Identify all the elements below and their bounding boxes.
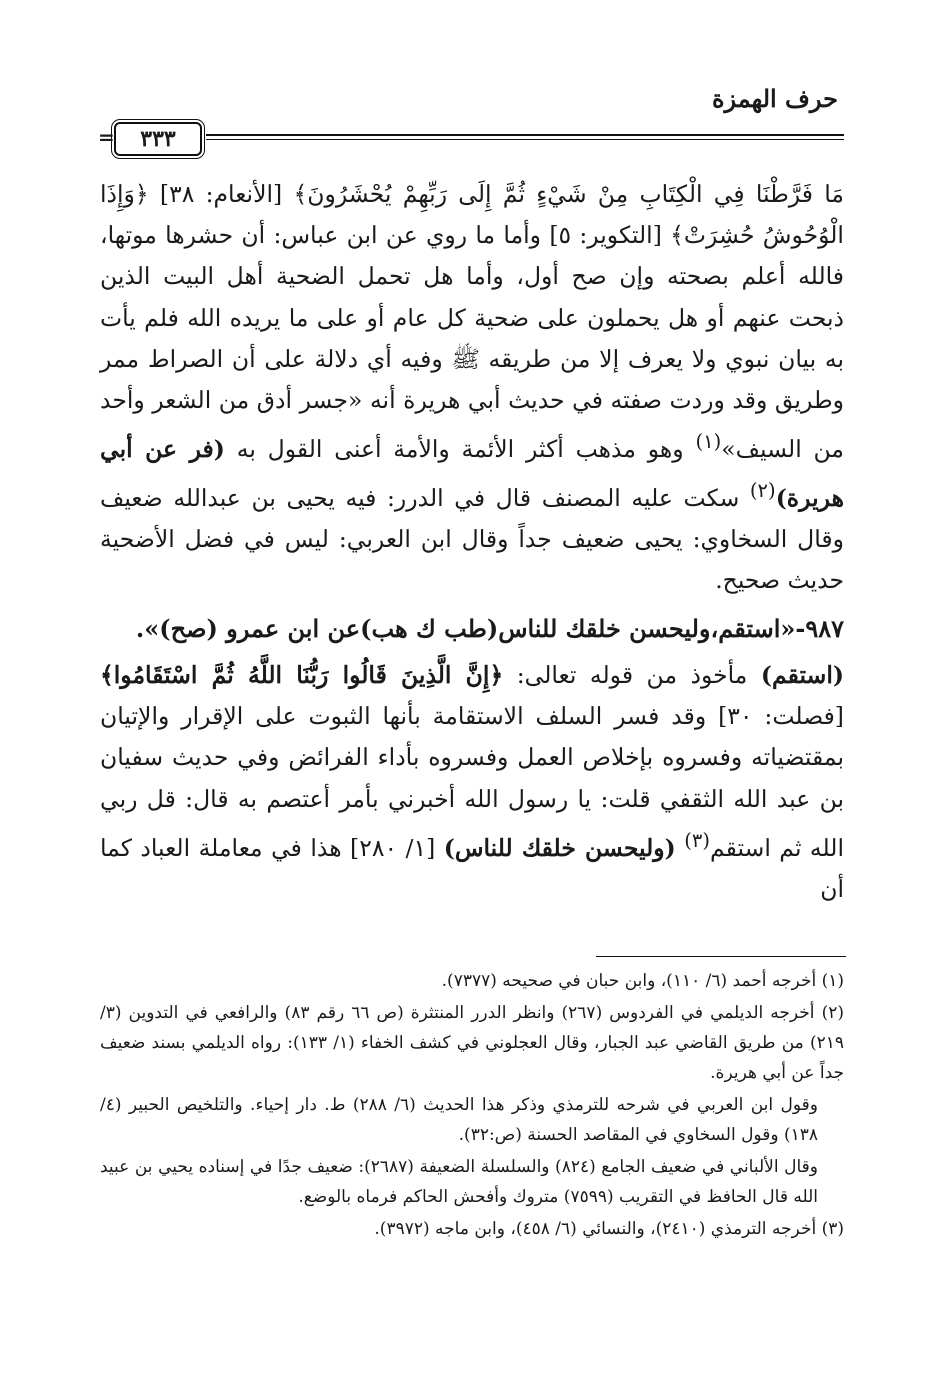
text-run: سكت عليه المصنف قال في الدرر: فيه يحيى بن عبدالله ضعيف وقال السخاوي: يحيى ضعيف جداً وقال ابن العربي: ليس في فضل الأضحية حديث صحيح. [100,484,844,595]
text-run: وأما ما روي عن ابن عباس: أن حشرها موتها، فالله أعلم بصحته وإن صح أول، وأما هل تحمل الضحية أهل البيت الذين ذبحت عنهم أو هل يحملون على ضحية كل عام أو على ما يريده الله فلم يأت به بيان نبوي ولا يعرف إلا من طريقه ﷺ وفيه أي دلالة على أن الصراط ممر وطريق وقد وردت صفته في حديث أبي هريرة أنه «جسر أدق من الشعر وأحد من السيف» [100,221,845,464]
quran-verse: مَا فَرَّطْنَا فِي الْكِتَابِ مِنْ شَيْءٍ ثُمَّ إِلَى رَبِّهِمْ يُحْشَرُونَ﴾ [293,180,844,208]
footnote-continuation: وقول ابن العربي في شرحه للترمذي وذكر هذا الحديث (٦/ ٢٨٨) ط. دار إحياء. والتلخيص الحبير (٤/ ١٣٨) وقول السخاوي في المقاصد الحسنة (ص:٣٢). [100,1095,818,1145]
paragraph [100,174,844,602]
quran-verse: ﴿وَإِذَا الْوُحُوشُ حُشِرَتْ﴾ [100,180,844,250]
footnote-separator [596,956,846,957]
header-rule [98,120,844,156]
rule-end-mark: = [98,125,115,149]
chapter-title: حرف الهمزة [711,84,838,113]
footnote-continuation: وقال الألباني في ضعيف الجامع (٨٢٤) والسلسلة الضعيفة (٢٦٨٧): ضعيف جدًا في إسناده يحيي بن عبيد الله قال الحافظ في التقريب (٧٥٩٩) متروك وأفحش الحاكم فرماه بالوضع. [100,1157,818,1207]
text-run: وهو مذهب أكثر الأئمة والأمة أعنى القول به [236,435,684,464]
quran-verse: ﴿إِنَّ الَّذِينَ قَالُوا رَبُّنَا اللَّهُ ثُمَّ اسْتَقَامُوا﴾ [100,660,504,689]
footnote: (٣) أخرجه الترمذي (٢٤١٠)، والنسائي (٦/ ٤٥٨)، وابن ماجه (٣٩٧٢). [374,1219,844,1239]
footnote-marker: (١) [695,430,722,454]
footnote-marker: (٣) [684,828,711,852]
verse-reference: [التكوير: ٥] [549,221,662,250]
text-run: مأخوذ من قوله تعالى: [516,660,748,689]
paragraph [100,655,844,910]
footnote: (١) أخرجه أحمد (٦/ ١١٠)، وابن حبان في صحيحه (٧٣٧٧). [441,971,844,991]
source-citation: (فر عن أبي هريرة) [100,435,844,513]
main-text [100,174,844,910]
footnote-marker: (٢) [749,479,776,503]
keyword: (وليحسن خلقك للناس) [443,833,676,862]
verse-reference: [فصلت: ٣٠] [718,702,844,731]
text-run: [١/ ٢٨٠] هذا في معاملة العباد كما أن [100,833,844,903]
rule-line [206,139,844,140]
hadith-heading: ٩٨٧-«استقم،وليحسن خلقك للناس(طب ك هب)عن ابن عمرو (صح)». [135,613,844,643]
verse-reference: [الأنعام: ٣٨] [159,180,283,208]
page-number: ٣٣٣ [114,122,202,156]
keyword: (استقم) [760,660,844,689]
rule-line [206,134,844,136]
footnote: (٢) أخرجه الديلمي في الفردوس (٢٦٧) وانظر الدرر المنتثرة (ص ٦٦ رقم ٨٣) والرافعي في التدوين (٣/ ٢١٩) من طريق القاضي عبد الجبار، وقال العجلوني في كشف الخفاء (١/ ١٣٣): رواه الديلمي بسند ضعيف جداً عن أبي هريرة. [100,1003,844,1083]
text-run: وقد فسر السلف الاستقامة بأنها الثبوت على الإقرار والإتيان بمقتضياته وفسروه بإخلاص العمل وفسروه بأداء الفرائض وفي حديث سفيان بن عبد الله الثقفي قلت: يا رسول الله أخبرني بأمر أعتصم به قال: قل ربي الله ثم استقم [100,702,844,862]
footnotes [100,966,844,1246]
